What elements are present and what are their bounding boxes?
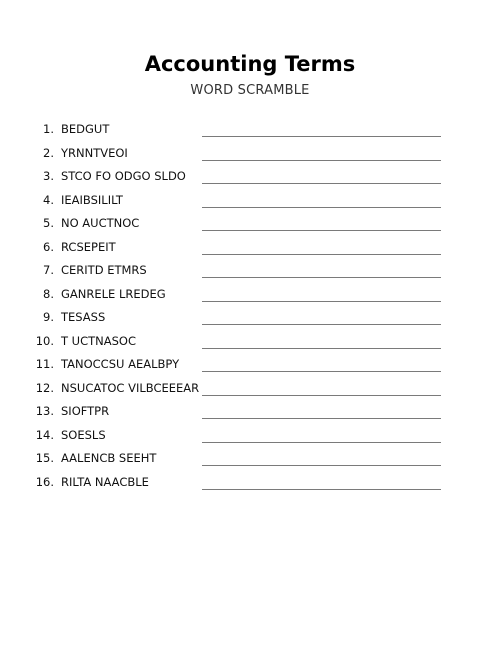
page-title: Accounting Terms — [144, 52, 356, 76]
scrambled-word: SOESLS — [61, 427, 106, 442]
list-item — [0, 329, 500, 353]
scramble-list — [0, 117, 500, 493]
scrambled-word: CERITD ETMRS — [61, 263, 147, 277]
scrambled-word: TANOCCSU AEALBPY — [61, 357, 180, 371]
item-number: 14. — [35, 427, 54, 442]
list-item — [0, 258, 500, 282]
answer-line — [202, 418, 441, 419]
item-number: 8. — [43, 286, 54, 301]
answer-line — [202, 371, 441, 372]
answer-line — [202, 136, 441, 137]
item-number: 6. — [43, 239, 54, 254]
list-item — [0, 470, 500, 494]
scrambled-word: YRNNTVEOI — [61, 145, 128, 160]
item-number: 5. — [43, 216, 54, 230]
item-number: 7. — [43, 263, 54, 277]
list-item — [0, 423, 500, 447]
item-number: 16. — [35, 474, 54, 489]
item-number: 2. — [43, 145, 54, 160]
answer-line — [202, 442, 441, 443]
answer-line — [202, 465, 441, 466]
item-number: 4. — [43, 192, 54, 207]
scrambled-word: NSUCATOC VILBCEEEAR — [61, 380, 200, 395]
list-item — [0, 188, 500, 212]
answer-line — [202, 183, 441, 184]
list-item — [0, 399, 500, 423]
answer-line — [202, 489, 441, 490]
item-number: 12. — [35, 380, 54, 395]
item-number: 1. — [43, 122, 54, 136]
item-number: 10. — [35, 333, 54, 348]
scrambled-word: SIOFTPR — [61, 404, 110, 418]
scrambled-word: AALENCB SEEHT — [61, 451, 157, 465]
list-item — [0, 352, 500, 376]
scrambled-word: IEAIBSILILT — [61, 192, 123, 207]
list-item — [0, 376, 500, 400]
answer-line — [202, 277, 441, 278]
scrambled-word: TESASS — [61, 310, 106, 324]
list-item — [0, 235, 500, 259]
item-number: 15. — [35, 451, 54, 465]
list-item — [0, 282, 500, 306]
answer-line — [202, 324, 441, 325]
item-number: 13. — [35, 404, 54, 418]
scrambled-word: RILTA NAACBLE — [61, 474, 149, 489]
list-item — [0, 164, 500, 188]
answer-line — [202, 395, 441, 396]
scrambled-word: NO AUCTNOC — [61, 216, 140, 230]
item-number: 11. — [35, 357, 54, 371]
scrambled-word: STCO FO ODGO SLDO — [61, 169, 186, 183]
answer-line — [202, 348, 441, 349]
answer-line — [202, 230, 441, 231]
scrambled-word: RCSEPEIT — [61, 239, 116, 254]
item-number: 9. — [43, 310, 54, 324]
answer-line — [202, 160, 441, 161]
list-item — [0, 117, 500, 141]
list-item — [0, 446, 500, 470]
list-item — [0, 305, 500, 329]
scrambled-word: T UCTNASOC — [61, 333, 137, 348]
scrambled-word: GANRELE LREDEG — [61, 286, 166, 301]
list-item — [0, 141, 500, 165]
item-number: 3. — [43, 169, 54, 183]
scrambled-word: BEDGUT — [61, 122, 110, 136]
answer-line — [202, 301, 441, 302]
answer-line — [202, 207, 441, 208]
page-subtitle: WORD SCRAMBLE — [190, 83, 310, 98]
answer-line — [202, 254, 441, 255]
list-item — [0, 211, 500, 235]
